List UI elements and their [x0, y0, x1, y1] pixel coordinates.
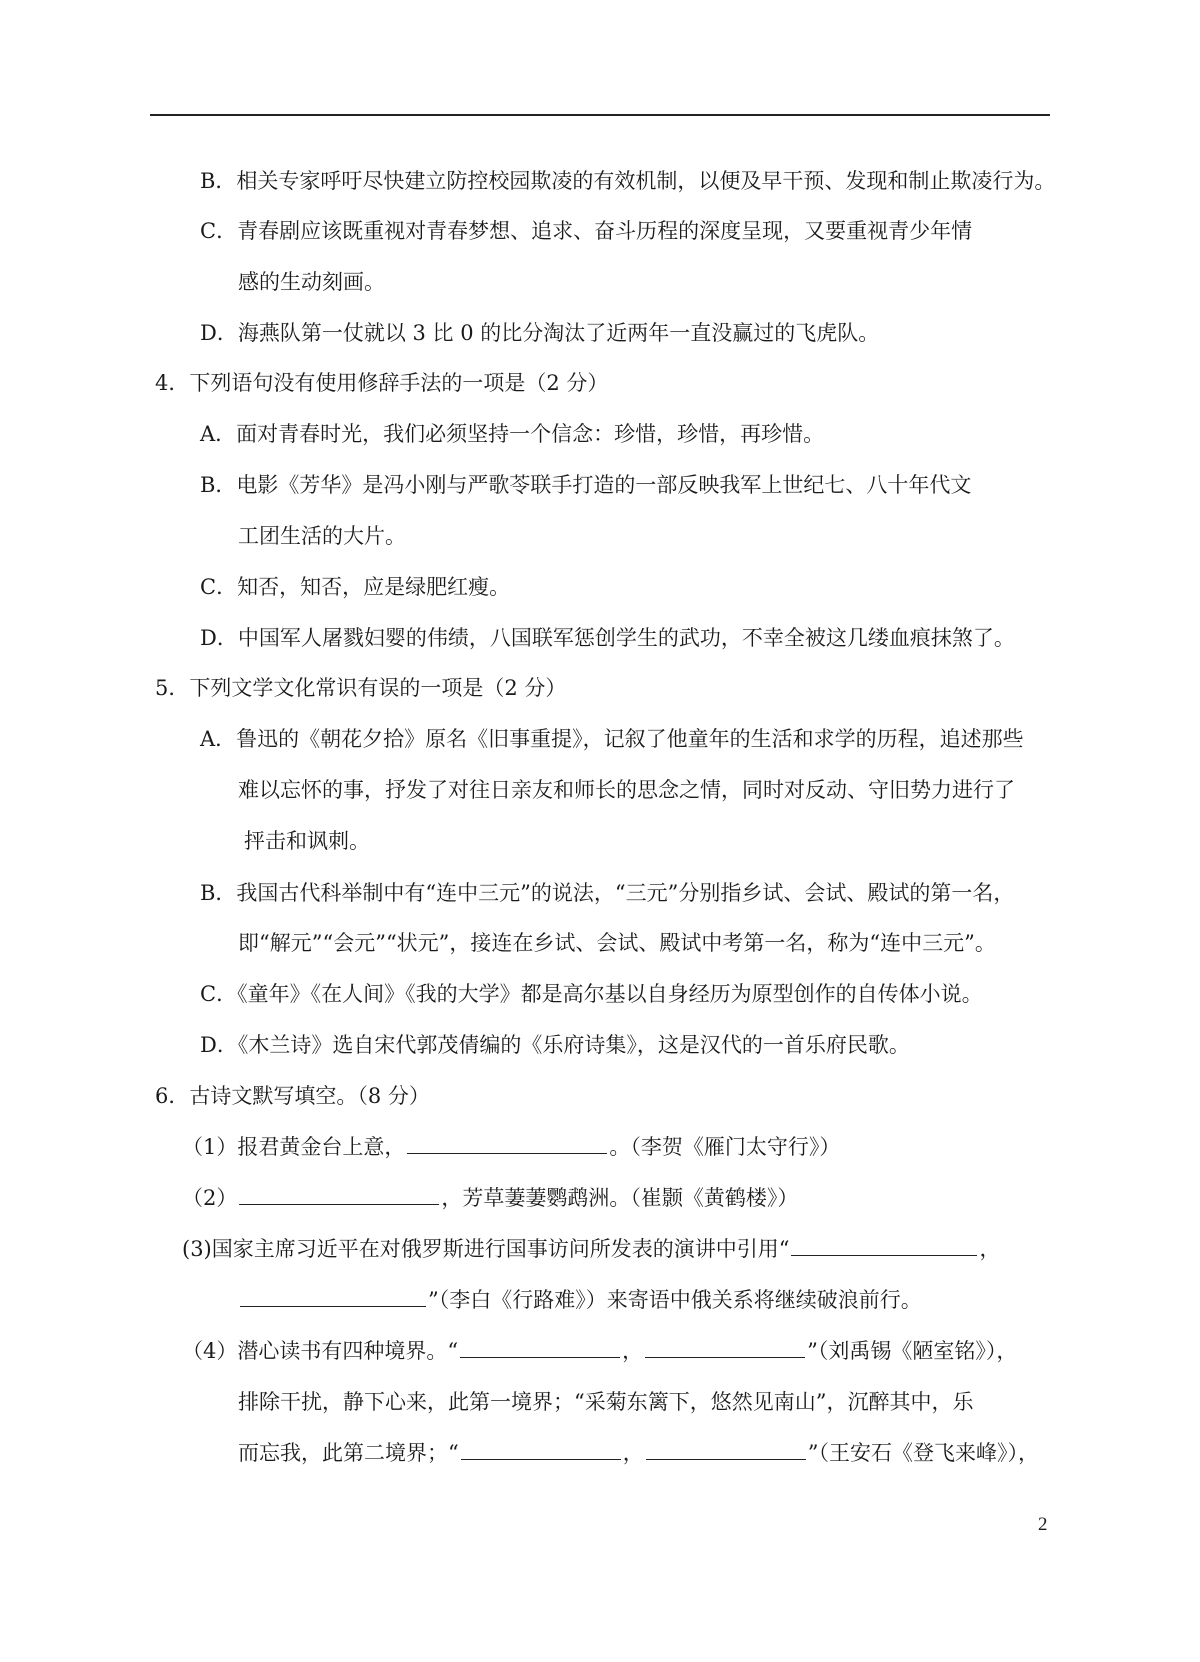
q5-option-a-line3: 抨击和讽刺。	[244, 829, 370, 853]
q6-item-4-prompt: （4）潜心读书有四种境界。“	[182, 1339, 459, 1363]
q6-item-4-comma-1: ，	[622, 1339, 644, 1363]
q6-item-1-source: 。（李贺《雁门太守行》）	[609, 1135, 841, 1159]
q6-item-4-line3	[238, 1440, 1039, 1466]
q6-item-4-line1	[182, 1338, 1017, 1364]
q5-option-a-line1: A．鲁迅的《朝花夕拾》原名《旧事重提》，记叙了他童年的生活和求学的历程，追述那些	[200, 727, 1024, 751]
q6-item-4-blank-2[interactable]	[645, 1338, 805, 1358]
q6-item-3-line1	[182, 1236, 1000, 1262]
q4-option-c: C．知否，知否，应是绿肥红瘦。	[200, 575, 511, 599]
q6-item-3-prompt: (3)国家主席习近平在对俄罗斯进行国事访问所发表的演讲中引用“	[182, 1237, 790, 1261]
q6-item-1-blank[interactable]	[407, 1134, 607, 1154]
q5-stem: 5．下列文学文化常识有误的一项是（2 分）	[155, 676, 567, 700]
q5-option-b-line1: B．我国古代科举制中有“连中三元”的说法，“三元”分别指乡试、会试、殿试的第一名，	[200, 881, 1015, 905]
q4-option-b-line2: 工团生活的大片。	[238, 524, 406, 548]
q3-option-d: D．海燕队第一仗就以 3 比 0 的比分淘汰了近两年一直没赢过的飞虎队。	[200, 321, 880, 345]
q4-option-a: A．面对青春时光，我们必须坚持一个信念：珍惜，珍惜，再珍惜。	[200, 422, 825, 446]
q6-item-2-blank[interactable]	[239, 1185, 439, 1205]
q6-item-4-prompt-2: 而忘我，此第二境界；“	[238, 1441, 459, 1465]
q3-option-b: B．相关专家呼吁尽快建立防控校园欺凌的有效机制，以便及早干预、发现和制止欺凌行为。	[200, 169, 1056, 193]
q6-item-2-number: （2）	[182, 1186, 238, 1210]
q5-option-a-line2: 难以忘怀的事，抒发了对往日亲友和师长的思念之情，同时对反动、守旧势力进行了	[238, 778, 1015, 802]
q6-item-4-blank-1[interactable]	[460, 1338, 620, 1358]
q4-option-b-line1: B．电影《芳华》是冯小刚与严歌苓联手打造的一部反映我军上世纪七、八十年代文	[200, 473, 972, 497]
header-rule	[150, 114, 1050, 116]
q6-item-4-line2: 排除干扰，静下心来，此第一境界；“采菊东篱下，悠然见南山”，沉醉其中，乐	[238, 1390, 974, 1414]
q6-item-3-comma: ，	[979, 1237, 1001, 1261]
q6-stem: 6．古诗文默写填空。（8 分）	[155, 1084, 430, 1108]
q5-option-c: C．《童年》《在人间》《我的大学》都是高尔基以自身经历为原型创作的自传体小说。	[200, 982, 983, 1006]
q6-item-2-source: ，芳草萋萋鹦鹉洲。（崔颢《黄鹤楼》）	[441, 1186, 799, 1210]
q6-item-3-line2	[238, 1287, 922, 1313]
q4-option-d: D．中国军人屠戮妇婴的伟绩，八国联军惩创学生的武功，不幸全被这几缕血痕抹煞了。	[200, 626, 1015, 650]
q6-item-3-blank-2[interactable]	[240, 1287, 426, 1307]
page-number: 2	[1038, 1514, 1048, 1535]
q6-item-3-source: ”（李白《行路难》）来寄语中俄关系将继续破浪前行。	[428, 1288, 922, 1312]
q6-item-2	[182, 1185, 798, 1211]
q6-item-4-source-2: ”（王安石《登飞来峰》），	[807, 1441, 1039, 1465]
q4-stem: 4．下列语句没有使用修辞手法的一项是（2 分）	[155, 371, 609, 395]
q3-option-c-line1: C．青春剧应该既重视对青春梦想、追求、奋斗历程的深度呈现，又要重视青少年情	[200, 219, 973, 243]
q6-item-4-comma-2: ，	[622, 1441, 644, 1465]
q5-option-d: D．《木兰诗》选自宋代郭茂倩编的《乐府诗集》，这是汉代的一首乐府民歌。	[200, 1033, 910, 1057]
q6-item-3-blank-1[interactable]	[791, 1236, 977, 1256]
q6-item-1-prompt: （1）报君黄金台上意，	[182, 1135, 406, 1159]
q6-item-4-blank-3[interactable]	[461, 1440, 621, 1460]
q5-option-b-line2: 即“解元”“会元”“状元”，接连在乡试、会试、殿试中考第一名，称为“连中三元”。	[238, 931, 996, 955]
q3-option-c-line2: 感的生动刻画。	[238, 270, 385, 294]
q6-item-4-blank-4[interactable]	[646, 1440, 806, 1460]
q6-item-4-source-1: ”（刘禹锡《陋室铭》），	[807, 1339, 1018, 1363]
q6-item-1	[182, 1134, 840, 1160]
